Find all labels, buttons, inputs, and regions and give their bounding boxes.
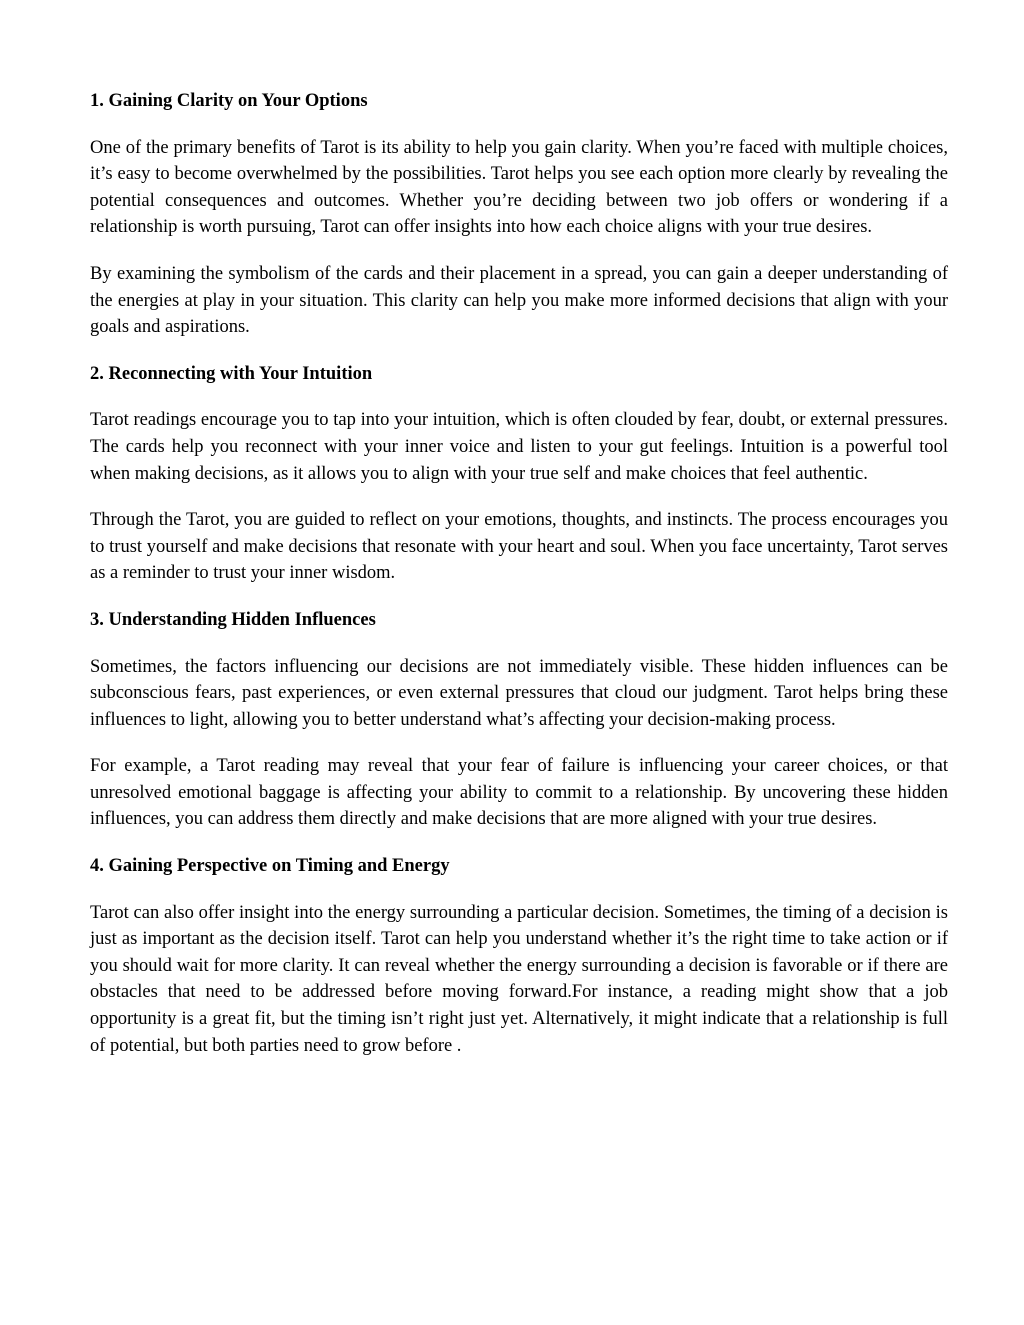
section-clarity [90, 88, 948, 341]
section-hidden-influences [90, 607, 948, 833]
section-timing-energy [90, 853, 948, 1059]
section-heading: 2. Reconnecting with Your Intuition [90, 363, 373, 384]
paragraph: Through the Tarot, you are guided to reflect on your emotions, thoughts, and instincts. The process encourages you to trust yourself and make decisions that resonate with your heart and soul. When you face uncertainty, Tarot serves as a reminder to trust your inner wisdom. [90, 510, 948, 584]
section-intuition [90, 361, 948, 587]
document-page [90, 88, 948, 1079]
section-heading: 1. Gaining Clarity on Your Options [90, 91, 368, 111]
section-heading: 3. Understanding Hidden Influences [90, 609, 376, 630]
paragraph: For example, a Tarot reading may reveal that your fear of failure is influencing your career choices, or that unresolved emotional baggage is affecting your ability to commit to a relationship. By uncovering these hidden influences, you can address them directly and make decisions that are more aligned with your true desires. [90, 756, 948, 830]
paragraph: Tarot can also offer insight into the energy surrounding a particular decision. Sometimes, the timing of a decision is just as important as the decision itself. Tarot can help you understand whether it’s the right time to take action or if you should wait for more clarity. It can reveal whether the energy surrounding a decision is favorable or if there are obstacles that need to be addressed before moving forward.For instance, a reading might show that a job opportunity is a great fit, but the timing isn’t right just yet. Alternatively, it might indicate that a relationship is full of potential, but both parties need to grow before . [90, 902, 948, 1056]
section-heading: 4. Gaining Perspective on Timing and Energy [90, 856, 450, 877]
paragraph: By examining the symbolism of the cards and their placement in a spread, you can gain a deeper understanding of the energies at play in your situation. This clarity can help you make more informed decisions that align with your goals and aspirations. [90, 263, 948, 338]
paragraph: One of the primary benefits of Tarot is its ability to help you gain clarity. When you’re faced with multiple choices, it’s easy to become overwhelmed by the possibilities. Tarot helps you see each option more clearly by revealing the potential consequences and outcomes. Whether you’re deciding between two job offers or wondering if a relationship is worth pursuing, Tarot can offer insights into how each choice aligns with your true desires. [90, 137, 948, 238]
paragraph: Sometimes, the factors influencing our decisions are not immediately visible. These hidden influences can be subconscious fears, past experiences, or even external pressures that cloud our judgment. Tarot helps bring these influences to light, allowing you to better understand what’s affecting your decision-making process. [90, 656, 948, 730]
paragraph: Tarot readings encourage you to tap into your intuition, which is often clouded by fear, doubt, or external pressures. The cards help you reconnect with your inner voice and listen to your gut feelings. Intuition is a powerful tool when making decisions, as it allows you to align with your true self and make choices that feel authentic. [90, 410, 948, 484]
